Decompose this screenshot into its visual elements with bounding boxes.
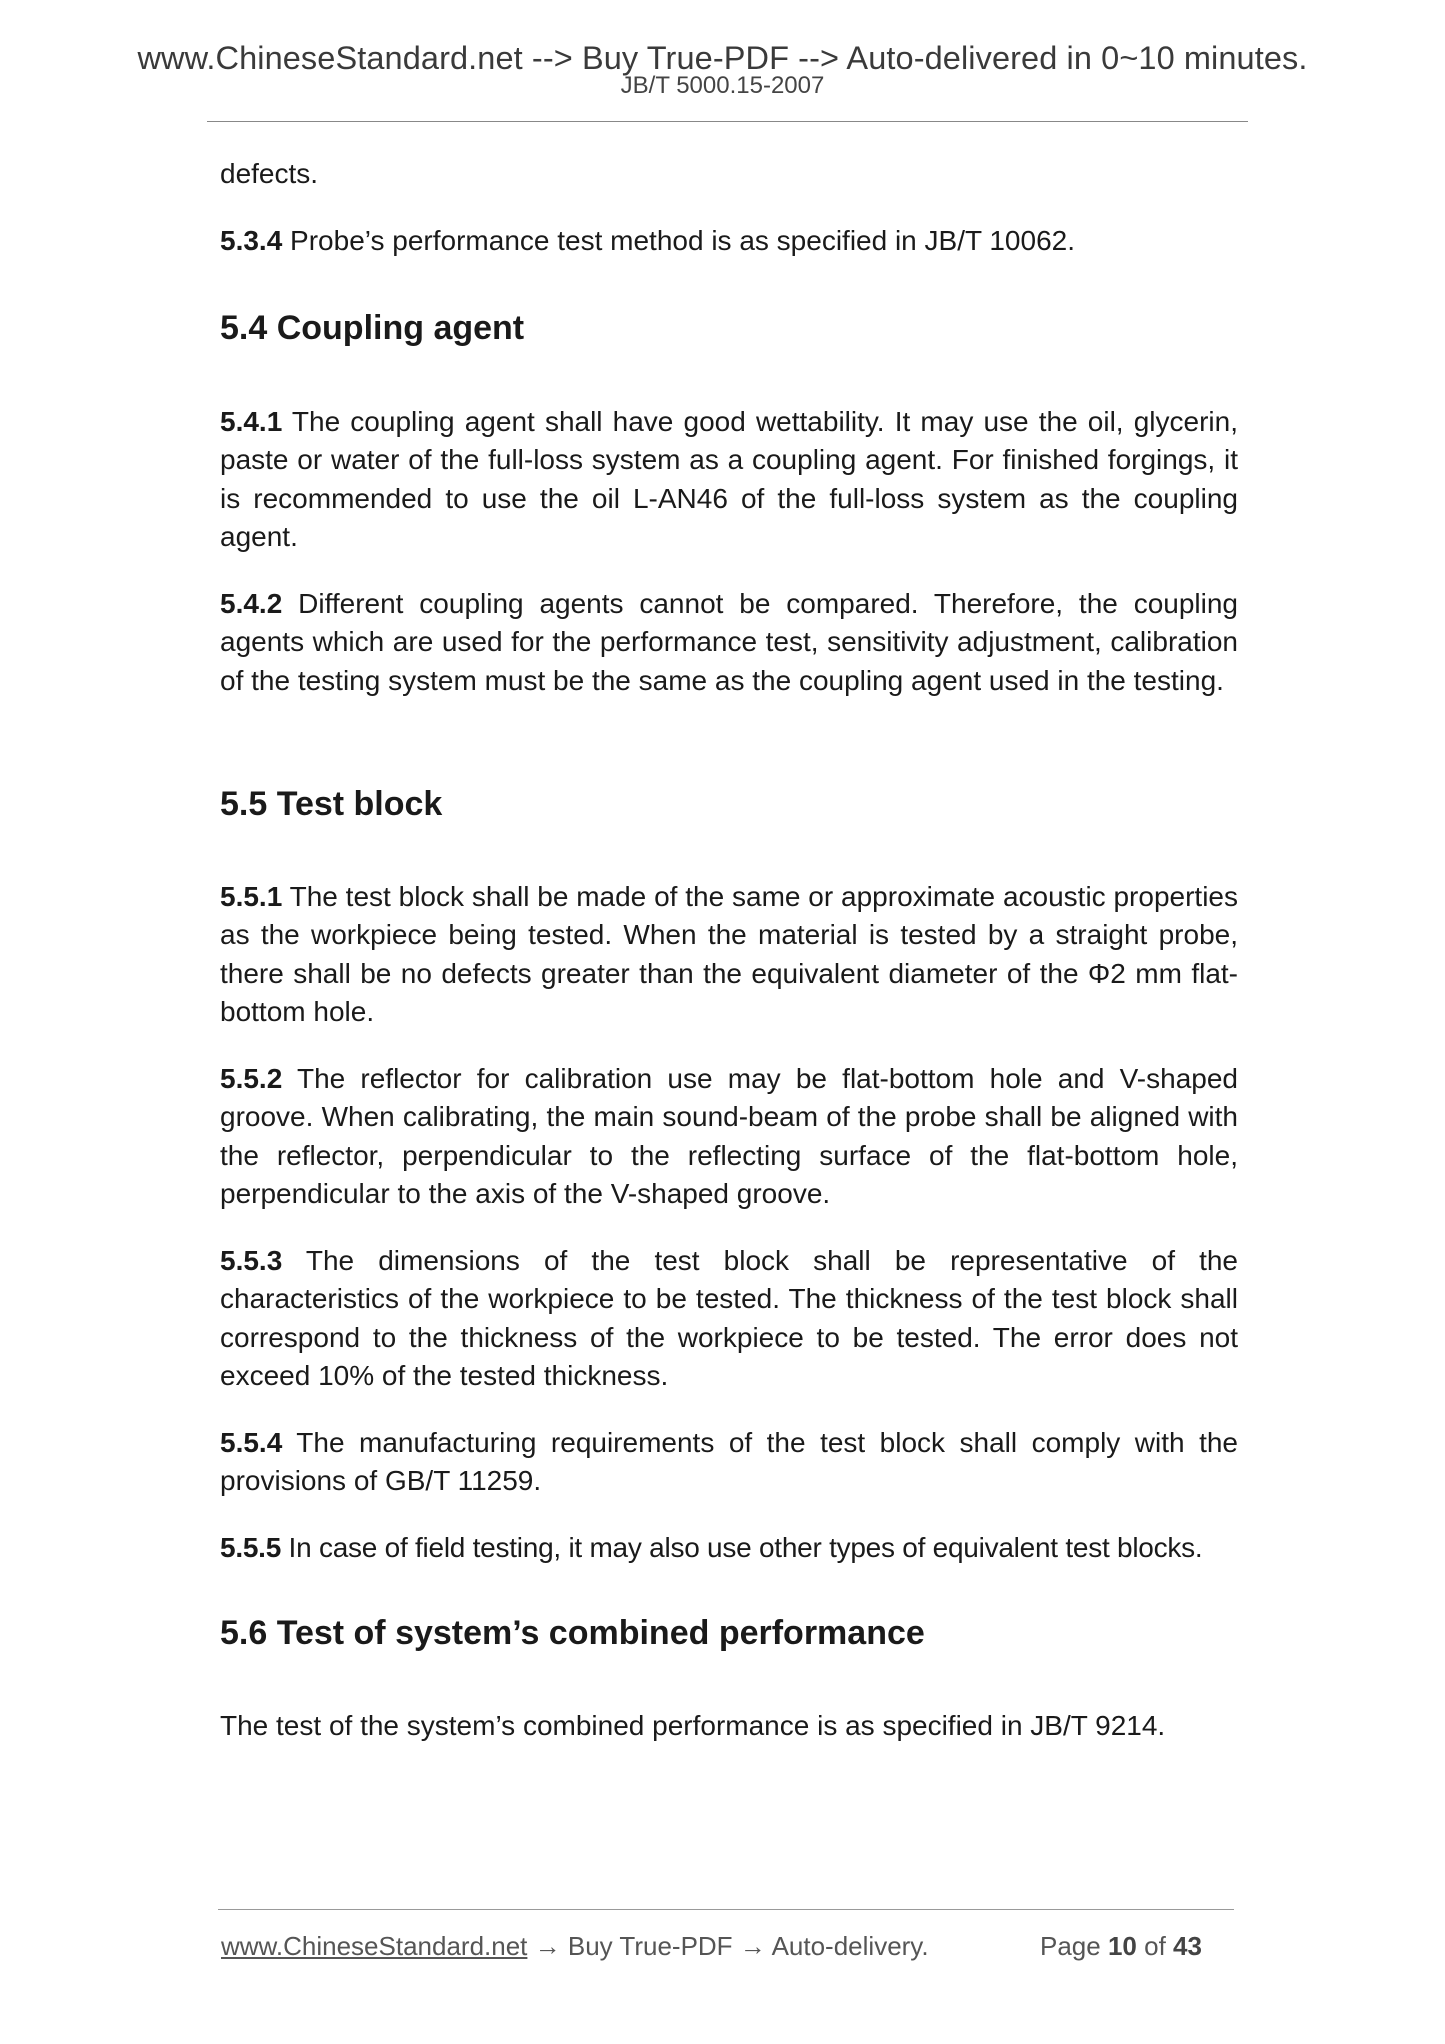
paragraph-5-5-3: 5.5.3 The dimensions of the test block shall be representative of the characteristics of the workpiece to be tested. The thickness of the test block shall correspond to the thickness of the workpiece to be tested. The error does not exceed 10% of the tested thickness. <box>220 1245 1238 1391</box>
paragraph-5-5-1: 5.5.1 The test block shall be made of the same or approximate acoustic properties as the workpiece being tested. When the material is tested by a straight probe, there shall be no defects greater than the equivalent diameter of the Φ2 mm flat-bottom hole. <box>220 881 1238 1027</box>
paragraph-5-4-2: 5.4.2 Different coupling agents cannot be compared. Therefore, the coupling agents which are used for the performance test, sensitivity adjustment, calibration of the testing system must be the same as the coupling agent used in the testing. <box>220 588 1238 696</box>
footer-divider <box>218 1909 1234 1910</box>
clause-number: 5.5.2 <box>220 1063 283 1094</box>
footer-link-text <box>221 1931 929 1962</box>
clause-number: 5.5.5 <box>220 1532 282 1563</box>
total-pages: 43 <box>1173 1931 1202 1961</box>
clause-number: 5.4.1 <box>220 406 283 437</box>
paragraph-defects: defects. <box>220 158 319 189</box>
section-heading-5-4: 5.4 Coupling agent <box>220 309 525 347</box>
clause-number: 5.5.3 <box>220 1245 283 1276</box>
section-heading-5-5: 5.5 Test block <box>220 785 443 823</box>
clause-number: 5.3.4 <box>220 225 283 256</box>
current-page: 10 <box>1107 1931 1137 1961</box>
footer-site-link[interactable]: www.ChineseStandard.net <box>221 1931 528 1961</box>
header-banner: www.ChineseStandard.net --> Buy True-PDF --> Auto-delivered in 0~10 minutes. <box>137 40 1308 76</box>
paragraph-5-5-4: 5.5.4 The manufacturing requirements of the test block shall comply with the provisions of GB/T 11259. <box>220 1427 1238 1497</box>
paragraph-5-4-1: 5.4.1 The coupling agent shall have good wettability. It may use the oil, glycerin, paste or water of the full-loss system as a coupling agent. For finished forgings, it is recommended to use the oil L-AN46 of the full-loss system as the coupling agent. <box>220 406 1238 552</box>
footer-tagline: → Buy True-PDF → Auto-delivery. <box>527 1931 929 1961</box>
document-number: JB/T 5000.15-2007 <box>620 72 825 99</box>
paragraph-5-3-4: 5.3.4 Probe’s performance test method is as specified in JB/T 10062. <box>220 225 1076 256</box>
paragraph-5-6: The test of the system’s combined performance is as specified in JB/T 9214. <box>220 1710 1166 1741</box>
paragraph-5-5-5: 5.5.5 In case of field testing, it may also use other types of equivalent test blocks. <box>220 1532 1203 1563</box>
section-heading-5-6: 5.6 Test of system’s combined performance <box>220 1614 925 1652</box>
clause-number: 5.4.2 <box>220 588 283 619</box>
page-counter: Page 10 of 43 <box>1040 1931 1202 1961</box>
clause-number: 5.5.1 <box>220 881 283 912</box>
clause-number: 5.5.4 <box>220 1427 283 1458</box>
header-divider <box>207 121 1248 122</box>
paragraph-5-5-2: 5.5.2 The reflector for calibration use may be flat-bottom hole and V-shaped groove. When calibrating, the main sound-beam of the probe shall be aligned with the reflector, perpendicular to the reflecting surface of the flat-bottom hole, perpendicular to the axis of the V-shaped groove. <box>220 1063 1238 1209</box>
